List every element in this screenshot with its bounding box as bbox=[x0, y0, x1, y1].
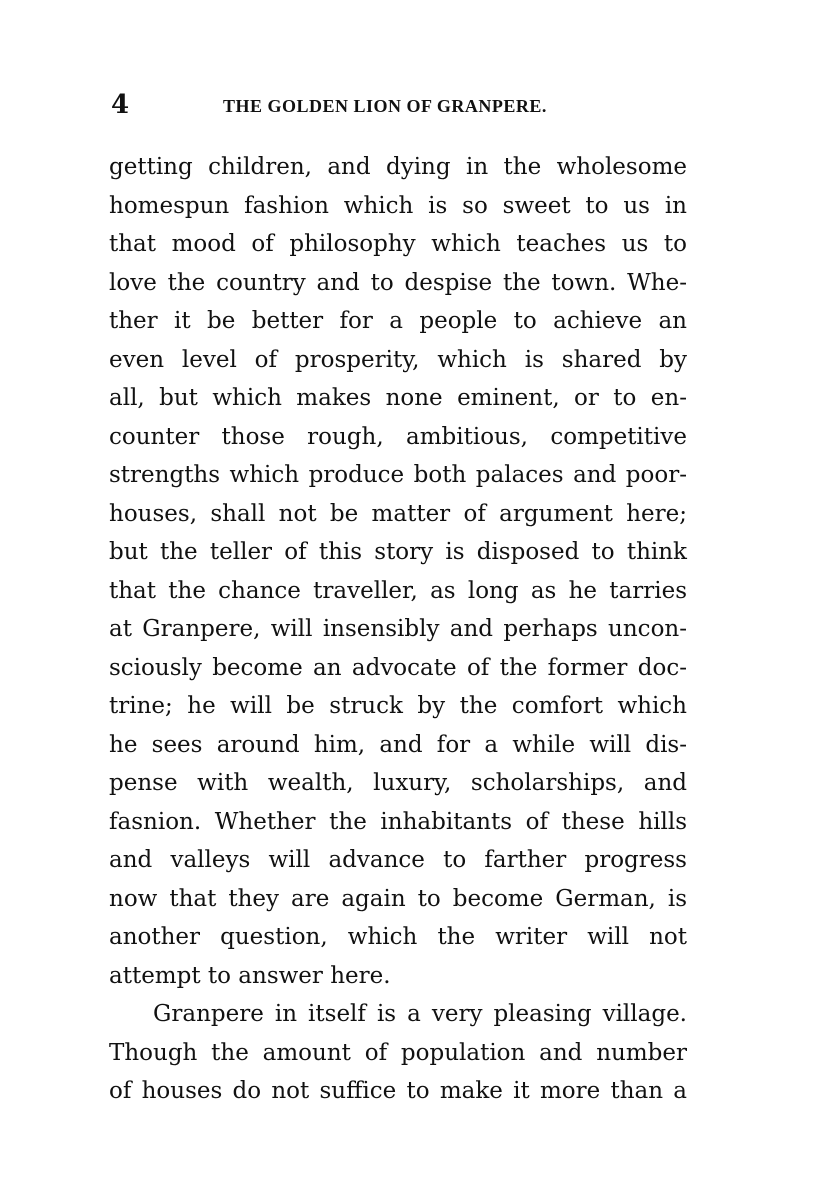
text-line: that mood of philosophy which teaches us to bbox=[109, 231, 687, 257]
text-line: attempt to answer here. bbox=[109, 962, 391, 989]
text-line: fasnion. Whether the inhabitants of these hills bbox=[109, 808, 687, 835]
body-text bbox=[109, 148, 687, 1111]
text-line: homespun fashion which is so sweet to us in bbox=[109, 192, 687, 219]
text-line: Though the amount of population and number bbox=[109, 1039, 687, 1066]
text-line: but the teller of this story is disposed to think bbox=[109, 539, 687, 565]
running-head bbox=[108, 90, 688, 120]
text-line: even level of prosperity, which is shared by bbox=[109, 346, 687, 373]
text-line: counter those rough, ambitious, competitive bbox=[109, 423, 687, 450]
text-line: now that they are again to become German, is bbox=[109, 885, 687, 912]
text-line: he sees around him, and for a while will dis- bbox=[109, 731, 687, 758]
text-line: all, but which makes none eminent, or to en- bbox=[109, 385, 687, 411]
running-title: THE GOLDEN LION OF GRANPERE. bbox=[223, 96, 547, 116]
text-line: and valleys will advance to farther progress bbox=[109, 847, 687, 873]
text-line: strengths which produce both palaces and poor- bbox=[109, 462, 687, 488]
text-line: at Granpere, will insensibly and perhaps uncon- bbox=[109, 616, 687, 642]
text-line: trine; he will be struck by the comfort which bbox=[109, 693, 687, 719]
paragraph bbox=[109, 995, 687, 1111]
text-line: Granpere in itself is a very pleasing village. bbox=[153, 1001, 687, 1027]
text-line: another question, which the writer will not bbox=[109, 924, 687, 950]
text-line: pense with wealth, luxury, scholarships, and bbox=[109, 770, 687, 796]
text-line: love the country and to despise the town. Whe- bbox=[109, 269, 687, 296]
paragraph bbox=[109, 148, 687, 995]
text-line: that the chance traveller, as long as he tarries bbox=[109, 577, 687, 604]
text-line: of houses do not suffice to make it more than a bbox=[109, 1078, 687, 1104]
text-line: houses, shall not be matter of argument here; bbox=[109, 500, 687, 527]
page-number: 4 bbox=[111, 90, 130, 120]
text-line: ther it be better for a people to achieve an bbox=[109, 308, 687, 334]
text-line: sciously become an advocate of the former doc- bbox=[109, 654, 687, 681]
text-line: getting children, and dying in the wholesome bbox=[109, 154, 687, 180]
